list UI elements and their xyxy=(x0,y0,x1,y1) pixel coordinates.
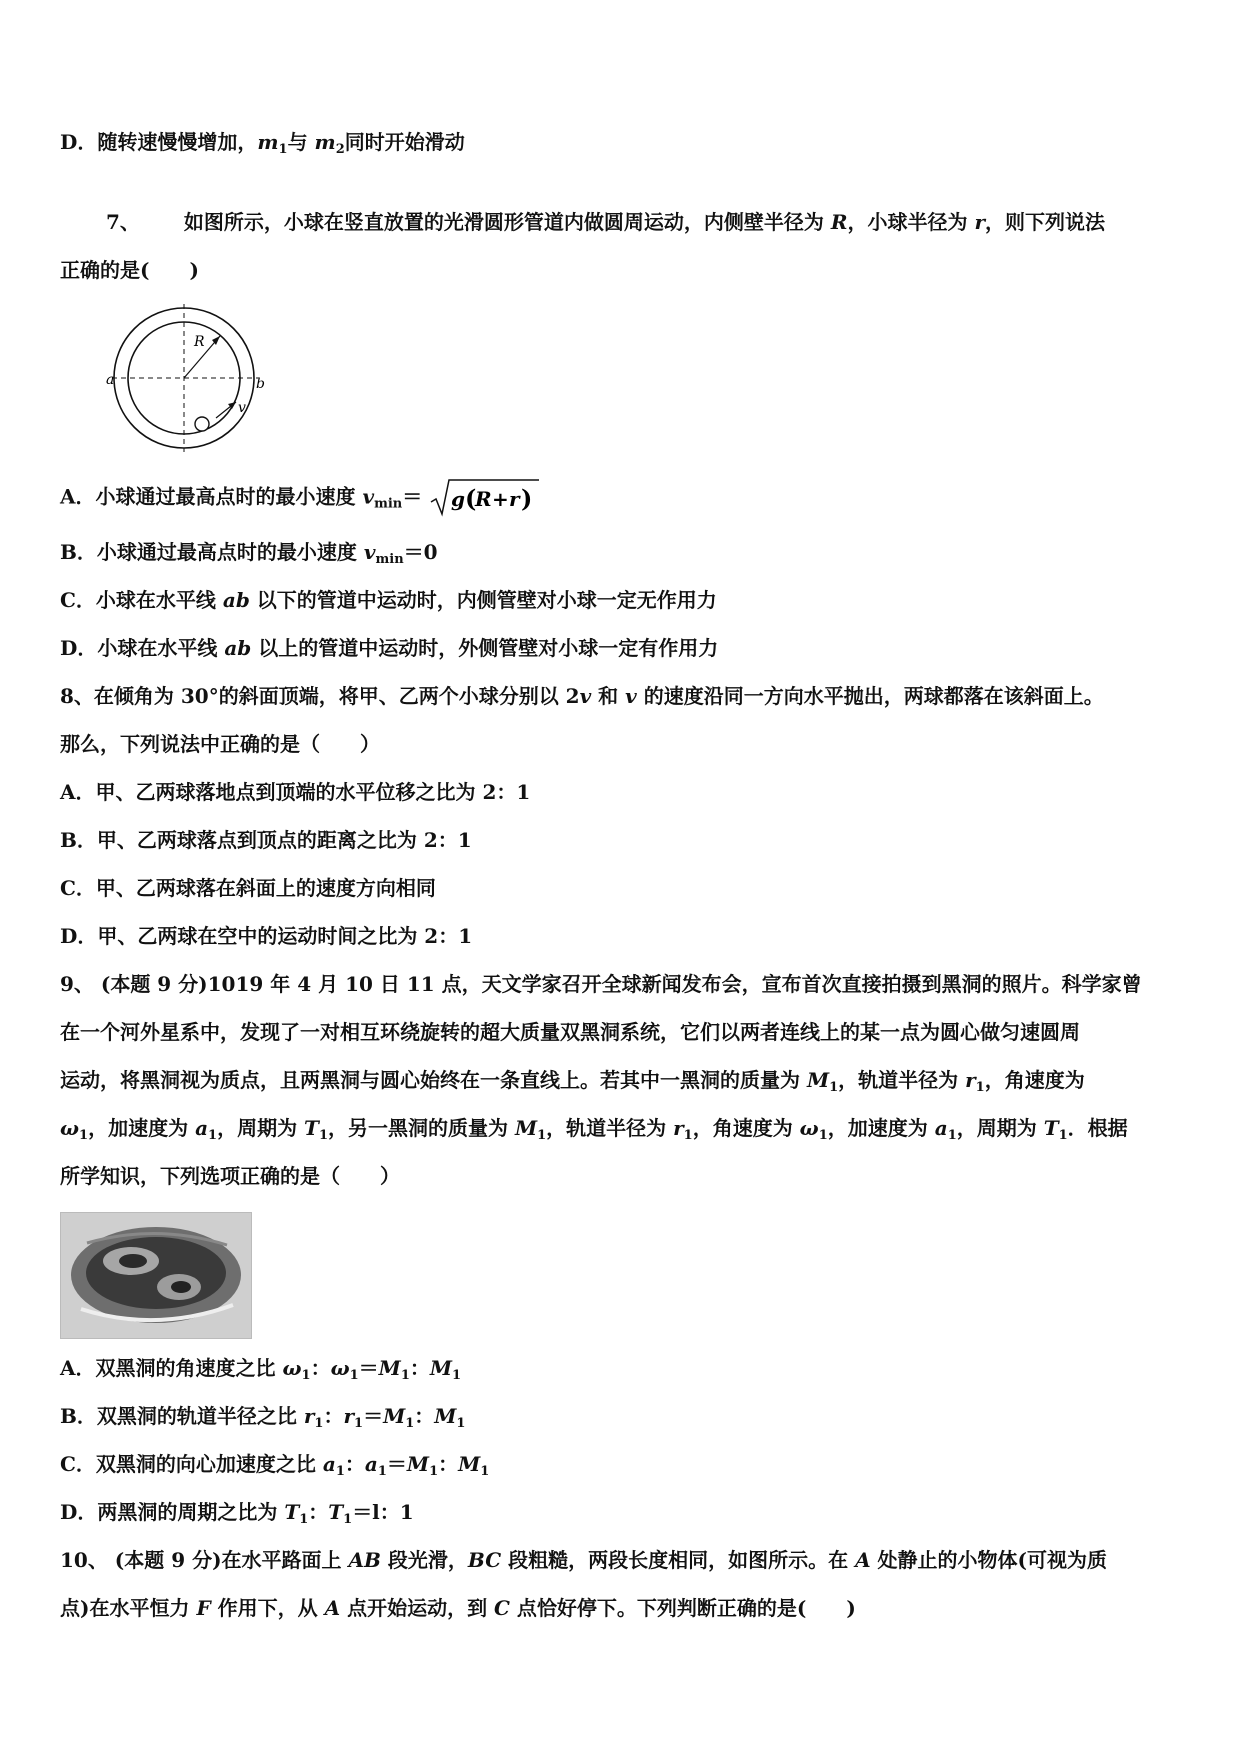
q9-option-c: C．双黑洞的向心加速度之比 $a_1$：$a_1=M_1$：$M_1$ xyxy=(60,1452,490,1479)
q8-option-c: C．甲、乙两球落在斜面上的速度方向相同 xyxy=(60,876,436,900)
svg-text:r: r xyxy=(509,487,520,511)
q9-stem-line-5: 所学知识，下列选项正确的是（ ） xyxy=(60,1164,400,1188)
sqrt-expression xyxy=(429,478,541,518)
q9-stem-line-2: 在一个河外星系中，发现了一对相互环绕旋转的超大质量双黑洞系统，它们以两者连线上的某一点为圆心做匀速圆周 xyxy=(60,1020,1080,1044)
q7-stem-line-1: 7、 如图所示，小球在竖直放置的光滑圆形管道内做圆周运动，内侧壁半径为 R，小球半径为 r，则下列说法 xyxy=(106,210,1106,234)
black-hole-photo xyxy=(60,1212,252,1339)
q8-stem-line-1: 8、在倾角为 30°的斜面顶端，将甲、乙两个小球分别以 2v 和 v 的速度沿同一方向水平抛出，两球都落在该斜面上。 xyxy=(60,684,1104,708)
q9-stem-line-4: $\omega_1$，加速度为 $a_1$，周期为 $T_1$，另一黑洞的质量为 $M_1$，轨道半径为 $r_1$，角速度为 $\omega_1$，加速度为 $a_1$，周期为 $T_1$．根据 xyxy=(60,1116,1128,1143)
q9-stem-line-3: 运动，将黑洞视为质点，且两黑洞与圆心始终在一条直线上。若其中一黑洞的质量为 $M_1$，轨道半径为 $r_1$，角速度为 xyxy=(60,1068,1085,1095)
q7-option-b: B．小球通过最高点时的最小速度 $v_{min}=0$ xyxy=(60,540,438,567)
q10-stem-line-1: 10、 (本题 9 分)在水平路面上 AB 段光滑，BC 段粗糙，两段长度相同，如图所示。在 A 处静止的小物体(可视为质 xyxy=(60,1548,1108,1572)
q6-option-d: D．随转速慢慢增加，$m_1$与 $m_2$同时开始滑动 xyxy=(60,130,465,157)
q7-stem-line-2: 正确的是( ) xyxy=(60,258,199,282)
q7-pipe-figure xyxy=(104,300,274,460)
q7-option-c: C．小球在水平线 ab 以下的管道中运动时，内侧管壁对小球一定无作用力 xyxy=(60,588,717,612)
label-v: v xyxy=(238,400,246,416)
q7-option-a: A．小球通过最高点时的最小速度 $v_{min}=$ g ( R + r ) xyxy=(60,478,541,519)
label-R: R xyxy=(194,334,205,350)
q7-option-d: D．小球在水平线 ab 以上的管道中运动时，外侧管壁对小球一定有作用力 xyxy=(60,636,719,660)
q9-option-d: D．两黑洞的周期之比为 $T_1$：$T_1=l$：1 xyxy=(60,1500,414,1527)
svg-text:(: ( xyxy=(465,484,477,513)
label-b: b xyxy=(256,376,265,392)
q9-stem-line-1: 9、 (本题 9 分)1019 年 4 月 10 日 11 点，天文学家召开全球新闻发布会，宣布首次直接拍摄到黑洞的照片。科学家曾 xyxy=(60,972,1142,996)
label-a: a xyxy=(106,372,115,388)
svg-text:g: g xyxy=(451,487,466,511)
q8-option-b: B．甲、乙两球落点到顶点的距离之比为 2：1 xyxy=(60,828,472,852)
q8-option-a: A．甲、乙两球落地点到顶端的水平位移之比为 2：1 xyxy=(60,780,531,804)
svg-text:+: + xyxy=(492,487,509,511)
q10-stem-line-2: 点)在水平恒力 F 作用下，从 A 点开始运动，到 C 点恰好停下。下列判断正确的是( ) xyxy=(60,1596,856,1620)
svg-text:R: R xyxy=(475,487,492,511)
q9-option-b: B．双黑洞的轨道半径之比 $r_1$：$r_1=M_1$：$M_1$ xyxy=(60,1404,466,1431)
svg-text:): ) xyxy=(521,484,533,513)
q9-option-a: A．双黑洞的角速度之比 $\omega_1$：$\omega_1=M_1$：$M_1$ xyxy=(60,1356,462,1383)
q8-option-d: D．甲、乙两球在空中的运动时间之比为 2：1 xyxy=(60,924,473,948)
q8-stem-line-2: 那么，下列说法中正确的是（ ） xyxy=(60,732,380,756)
